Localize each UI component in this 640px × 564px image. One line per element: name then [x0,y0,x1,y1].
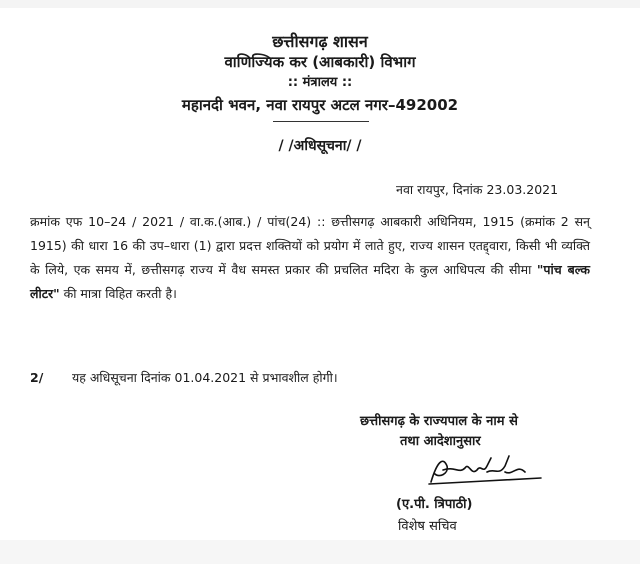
effective-date-text: यह अधिसूचना दिनांक 01.04.2021 से प्रभावशील होगी। [72,370,338,385]
authority-statement [360,412,600,452]
signatory-name: (ए.पी. त्रिपाठी) [396,497,473,512]
effective-date-paragraph [30,369,338,386]
header-divider [273,121,369,122]
notification-title: / /अधिसूचना/ / [278,138,362,154]
bottom-margin-band [0,540,640,564]
paragraph-number: 2/ [30,370,44,385]
header-address: महानदी भवन, नवा रायपुर अटल नगर–492002 [181,96,459,114]
header-department: वाणिज्यिक कर (आबकारी) विभाग [224,53,416,71]
authority-line-1: छत्तीसगढ़ के राज्यपाल के नाम से [360,414,518,429]
header-ministry: :: मंत्रालय :: [287,75,353,90]
order-text-start: क्रमांक एफ 10–24 / 2021 / वा.क.(आब.) / पांच(24) :: छत्तीसगढ़ आबकारी अधिनियम, 1915 (क्रमांक 2 सन् 1915) की धारा 16 की उप–धारा (1) द्वारा प्रदत्त शक्तियों को प्रयोग में लाते हुए, राज्य शासन एतद्द्वारा, किसी भी व्यक्ति के लिये, एक समय में, छत्तीसगढ़ राज्य में वैध समस्त प्रकार की प्रचलित मदिरा के कुल आधिपत्य की सीमा [30,214,590,277]
authority-line-2: तथा आदेशानुसार [400,434,481,449]
order-paragraph [30,210,590,306]
header-government: छत्तीसगढ़ शासन [272,32,368,51]
place-date-line: नवा रायपुर, दिनांक 23.03.2021 [396,182,559,197]
top-margin-band [0,0,640,8]
order-text-end: की मात्रा विहित करती है। [59,286,177,301]
handwritten-signature [425,452,545,488]
signatory-designation: विशेष सचिव [398,519,457,534]
limit-highlight: "पांच बल्क लीटर" [30,262,591,301]
